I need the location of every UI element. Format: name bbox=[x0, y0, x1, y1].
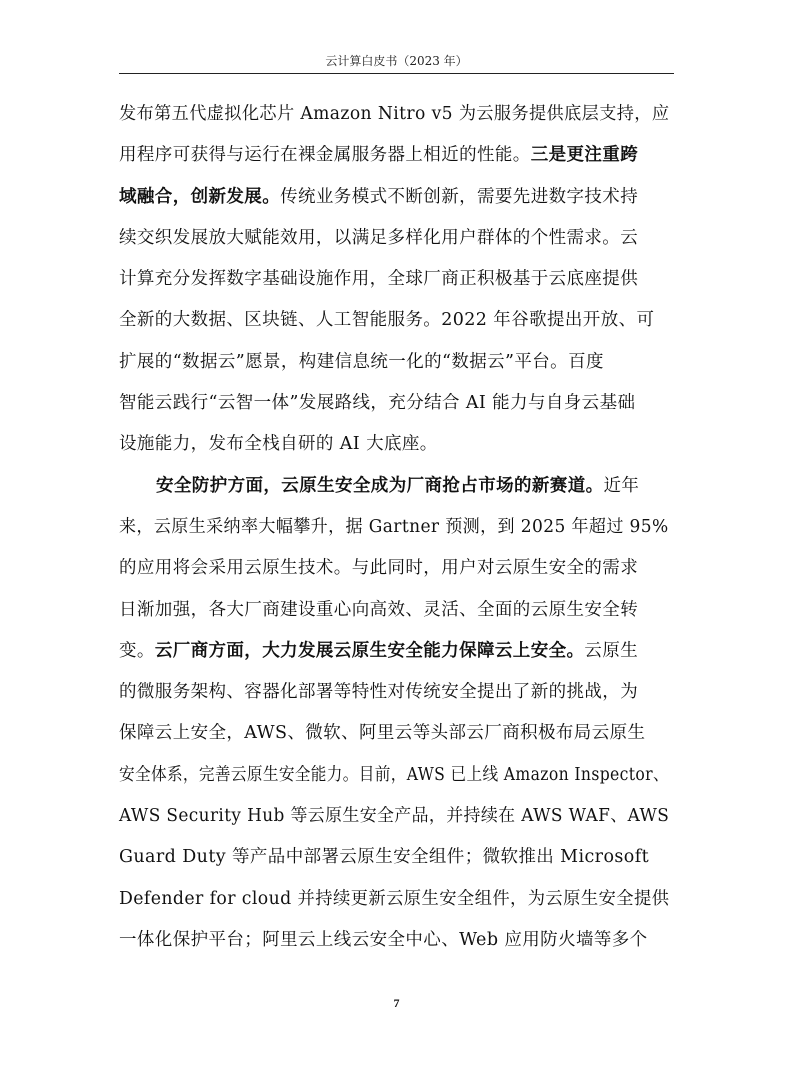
text-line bbox=[119, 424, 669, 465]
text-segment: 智能云践行“云智一体”发展路线，充分结合 AI 能力与自身云基础 bbox=[119, 393, 636, 414]
text-line bbox=[119, 259, 669, 300]
text-line bbox=[119, 218, 669, 259]
text-segment: 扩展的“数据云”愿景，构建信息统一化的“数据云”平台。百度 bbox=[119, 351, 604, 372]
text-segment: 一体化保护平台；阿里云上线云安全中心、Web 应用防火墙等多个 bbox=[119, 929, 648, 950]
bold-text-segment: 云厂商方面，大力发展云原生安全能力保障云上安全。 bbox=[154, 640, 585, 661]
bold-text-segment: 三是更注重跨 bbox=[530, 145, 639, 166]
text-line bbox=[119, 631, 669, 672]
text-segment: 日渐加强，各大厂商建设重心向高效、灵活、全面的云原生安全转 bbox=[119, 599, 639, 620]
page-number: 7 bbox=[393, 996, 400, 1010]
text-line bbox=[119, 713, 669, 754]
text-segment: 变。 bbox=[119, 640, 155, 661]
text-segment: 的微服务架构、容器化部署等特性对传统安全提出了新的挑战，为 bbox=[119, 682, 639, 703]
text-line bbox=[119, 920, 669, 961]
header-divider bbox=[119, 73, 674, 74]
text-segment: Defender for cloud 并持续更新云原生安全组件，为云原生安全提供 bbox=[119, 888, 670, 909]
text-line bbox=[119, 94, 670, 135]
text-line bbox=[119, 300, 669, 341]
text-segment: 续交织发展放大赋能效用，以满足多样化用户群体的个性需求。云 bbox=[119, 227, 639, 248]
running-header: 云计算白皮书（2023 年） bbox=[325, 54, 468, 68]
bold-text-segment: 安全防护方面，云原生安全成为厂商抢占市场的新赛道。 bbox=[156, 475, 604, 496]
text-segment: 近年 bbox=[603, 475, 640, 496]
text-segment: 用程序可获得与运行在裸金属服务器上相近的性能。 bbox=[119, 145, 531, 166]
text-line bbox=[119, 383, 669, 424]
text-segment: 发布第五代虚拟化芯片 Amazon Nitro v5 为云服务提供底层支持，应 bbox=[119, 104, 670, 124]
text-line bbox=[119, 837, 669, 878]
text-line bbox=[119, 796, 670, 837]
text-line bbox=[119, 507, 669, 548]
text-segment: 来，云原生采纳率大幅攀升，据 Gartner 预测，到 2025 年超过 95% bbox=[119, 516, 669, 537]
text-segment: AWS Security Hub 等云原生安全产品，并持续在 AWS WAF、AWS bbox=[119, 806, 670, 827]
text-line bbox=[119, 879, 670, 920]
body-text bbox=[119, 94, 669, 961]
text-line bbox=[119, 342, 669, 383]
text-segment: 云原生 bbox=[584, 640, 639, 661]
text-line bbox=[119, 672, 669, 713]
text-line bbox=[119, 466, 669, 507]
text-line bbox=[119, 548, 669, 589]
text-segment: 安全体系，完善云原生安全能力。目前，AWS 已上线 Amazon Inspector、 bbox=[119, 764, 669, 785]
text-segment: 的应用将会采用云原生技术。与此同时，用户对云原生安全的需求 bbox=[119, 558, 639, 579]
text-segment: 计算充分发挥数字基础设施作用，全球厂商正积极基于云底座提供 bbox=[119, 269, 639, 290]
bold-text-segment: 域融合，创新发展。 bbox=[119, 186, 281, 207]
text-segment: 全新的大数据、区块链、人工智能服务。2022 年谷歌提出开放、可 bbox=[119, 310, 655, 331]
text-segment: 传统业务模式不断创新，需要先进数字技术持 bbox=[280, 186, 639, 207]
text-line bbox=[119, 135, 669, 176]
text-segment: 设施能力，发布全栈自研的 AI 大底座。 bbox=[119, 434, 438, 455]
text-segment: Guard Duty 等产品中部署云原生安全组件；微软推出 Microsoft bbox=[119, 847, 650, 868]
text-line bbox=[119, 177, 669, 218]
text-line bbox=[119, 590, 669, 631]
text-line bbox=[119, 755, 669, 796]
text-segment: 保障云上安全，AWS、微软、阿里云等头部云厂商积极布局云原生 bbox=[119, 723, 646, 744]
